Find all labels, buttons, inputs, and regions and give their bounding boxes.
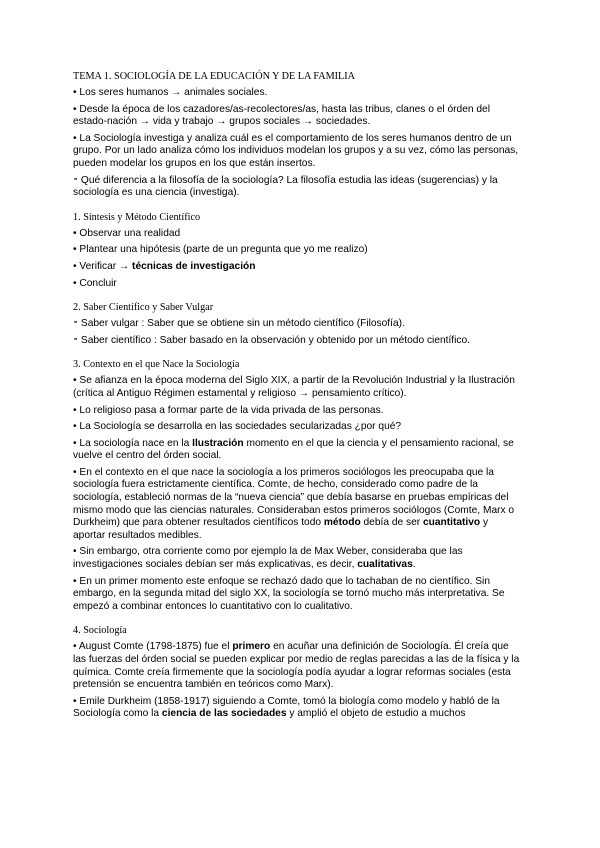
paragraph: • La Sociología investiga y analiza cuál es el comportamiento de los seres humanos dentro de un grupo. Por un lado analiza cómo los individuos modelan los grupos y a su vez, cómo las personas, pueden modelar los grupos en los que están insertos.	[73, 132, 519, 169]
section-heading: 3. Contexto en el que Nace la Sociología	[73, 359, 240, 371]
document-title: TEMA 1. SOCIOLOGÍA DE LA EDUCACIÓN Y DE LA FAMILIA	[73, 71, 356, 82]
section-4	[73, 624, 523, 721]
bold-term: ciencia de las sociedades	[161, 708, 287, 720]
section-3	[73, 358, 523, 613]
text-run: • August Comte (1798-1875) fue el	[73, 641, 233, 653]
list-item	[73, 467, 523, 543]
paragraph: ⁃ Qué diferencia a la filosofía de la sociología? La filosofía estudia las ideas (sugerencias) y la sociología es una ciencia (investiga).	[73, 174, 498, 199]
list-item: ⁃ Saber científico : Saber basado en la observación y obtenido por un método científico.	[73, 334, 470, 346]
text-run: en acuñar una definición de Sociología. Él creía que las fuerzas del órden social se pueden explicar por medio de reglas parecidas a las de la física y la química. Comte creía firmemente que la sociología podía ayudar a lograr reformas sociales (esta pretensión se encuentra también en teóricos como Marx).	[73, 641, 520, 691]
text-run: .	[412, 559, 416, 571]
section-2	[73, 301, 523, 347]
text-run: • Emile Durkheim (1858-1917) siguiendo a Comte, tomó la biología como modelo y habló de la Sociología como la	[73, 695, 500, 720]
list-item	[73, 696, 523, 721]
paragraph: • Desde la época de los cazadores/as-recolectores/as, hasta las tribus, clanes o el órden del estado-nación → vida y trabajo → grupos sociales → sociedades.	[73, 103, 490, 128]
bold-term: Ilustración	[192, 437, 244, 449]
section-heading: 2. Saber Científico y Saber Vulgar	[73, 302, 214, 314]
list-item: • Observar una realidad	[73, 227, 181, 239]
list-item: • Lo religioso pasa a formar parte de la vida privada de las personas.	[73, 404, 384, 416]
bold-term: técnicas de investigación	[132, 260, 256, 272]
paragraph: • Los seres humanos → animales sociales.	[73, 87, 268, 98]
list-item: • En un primer momento este enfoque se rechazó dado que lo tachaban de no científico. Sin embargo, en la segunda mitad del siglo XX, la sociología se tornó mucho más interpretativa. Se empezó a combinar entonces lo cuantitativo con lo cualitativo.	[73, 575, 505, 612]
section-heading: 4. Sociología	[73, 625, 127, 637]
text-run: y amplió el objeto de estudio a muchos	[286, 708, 466, 720]
text-run: • Verificar →	[73, 260, 133, 272]
text-run: • La sociología nace en la	[73, 437, 193, 449]
text-run: y aportar resultados medibles.	[73, 517, 489, 541]
list-item: ⁃ Saber vulgar : Saber que se obtiene sin un método científico (Filosofía).	[73, 318, 405, 330]
list-item	[73, 546, 523, 571]
text-run: momento en el que la ciencia y el pensamiento racional, se vuelve el centro del órden social.	[73, 437, 514, 462]
text-run: debía de ser	[360, 517, 423, 529]
list-item	[73, 438, 523, 463]
list-item: • Concluir	[73, 277, 117, 289]
list-item: • Se afianza en la época moderna del Siglo XIX, a partir de la Revolución Industrial y la Ilustración (crítica al Antiguo Régimen estamental y religioso → pensamiento crítico).	[73, 375, 515, 399]
list-item: • Plantear una hipótesis (parte de un pregunta que yo me realizo)	[73, 244, 368, 256]
document-page	[73, 70, 523, 725]
list-item	[73, 641, 523, 691]
bold-term: método	[323, 517, 361, 529]
list-item: • La Sociología se desarrolla en las sociedades secularizadas ¿por qué?	[73, 421, 402, 433]
text-run: • Sin embargo, otra corriente como por ejemplo la de Max Weber, consideraba que las investigaciones sociales debían ser más explicativas, es decir,	[73, 546, 463, 571]
section-1	[73, 211, 523, 290]
bold-term: cuantitativo	[422, 517, 481, 529]
list-item	[73, 261, 523, 274]
bold-term: primero	[232, 641, 271, 653]
intro-block	[73, 87, 523, 200]
text-run: • En el contexto en el que nace la sociología a los primeros sociólogos les preocupaba que la sociología fuera estrictamente científica. Comte, de hecho, considerado como padre de la sociología, estableció normas de la “nueva ciencia” que debía basarse en pruebas empíricas del mismo modo que las ciencias naturales. Consideraban estos primeros sociólogos (Comte, Marx o Durkheim) que para obtener resultados científicos todo	[73, 466, 515, 529]
bold-term: cualitativas	[357, 559, 413, 571]
section-heading: 1. Síntesis y Método Científico	[73, 211, 201, 223]
